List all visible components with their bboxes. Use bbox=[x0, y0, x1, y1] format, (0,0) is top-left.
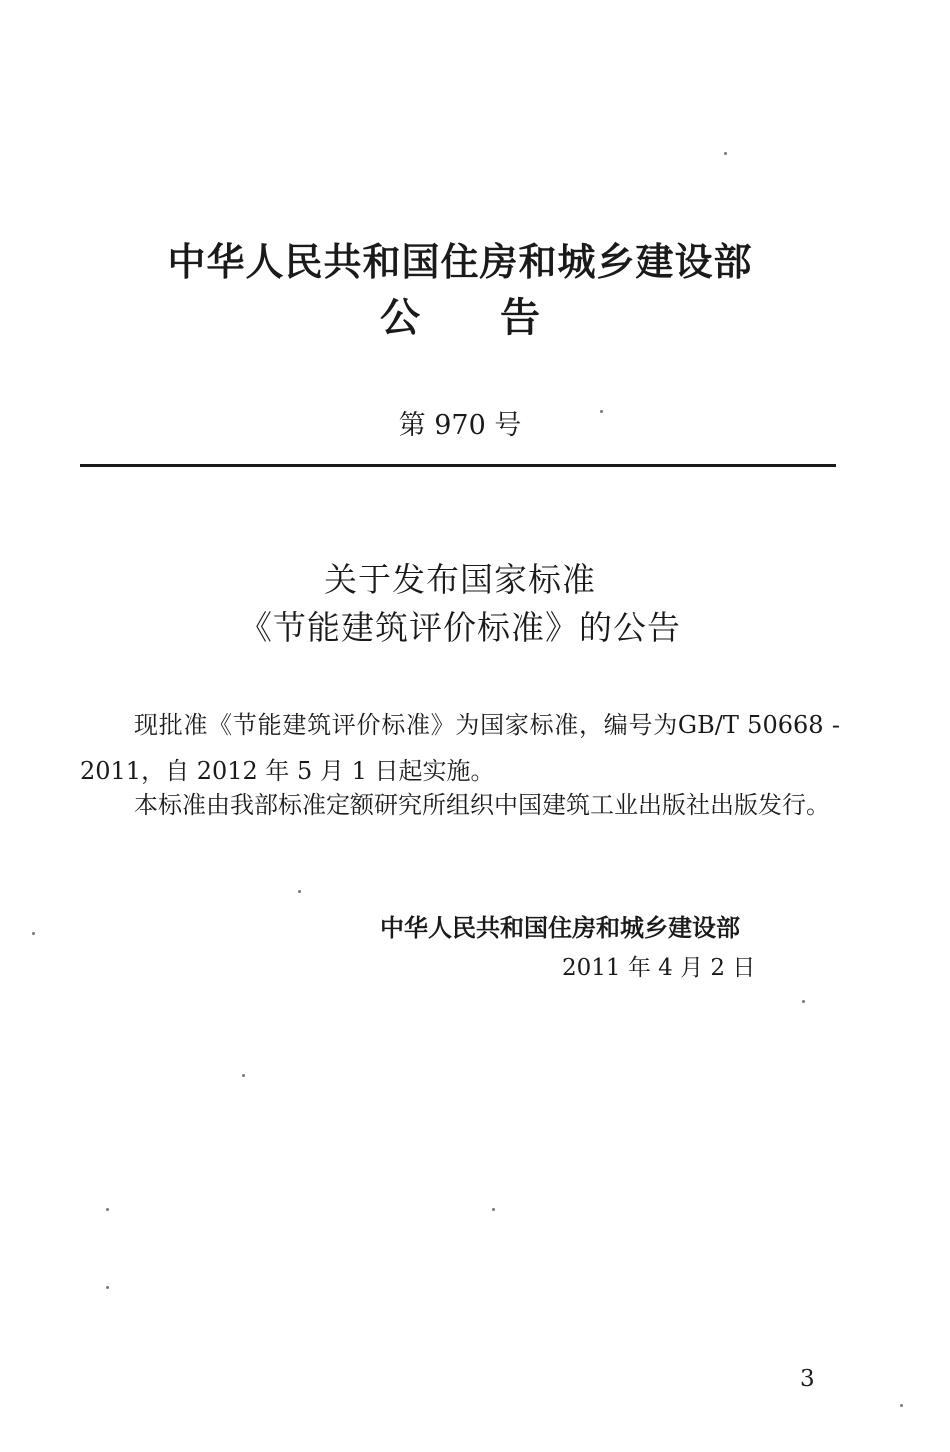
notice-number: 第 970 号 bbox=[398, 410, 522, 441]
scan-speck bbox=[298, 890, 301, 893]
scan-speck bbox=[242, 1074, 245, 1077]
subject-line-1: 关于发布国家标准 bbox=[324, 560, 596, 599]
scan-speck bbox=[106, 1286, 109, 1289]
paragraph-2-text: 本标准由我部标准定额研究所组织中国建筑工业出版社出版发行。 bbox=[134, 791, 830, 819]
notice-title: 公告 bbox=[380, 295, 620, 341]
subject-line-2: 《节能建筑评价标准》的公告 bbox=[239, 608, 681, 647]
signature-date: 2011 年 4 月 2 日 bbox=[562, 955, 756, 981]
page-number: 3 bbox=[800, 1366, 815, 1392]
issuer-title: 中华人民共和国住房和城乡建设部 bbox=[167, 240, 753, 284]
scan-speck bbox=[106, 1208, 109, 1211]
scan-speck bbox=[492, 1208, 495, 1211]
signature-organization: 中华人民共和国住房和城乡建设部 bbox=[380, 914, 740, 942]
body-paragraph-1 bbox=[80, 702, 840, 794]
scan-speck bbox=[600, 410, 603, 413]
scan-speck bbox=[32, 932, 35, 935]
scan-speck bbox=[900, 1404, 903, 1407]
paragraph-1-text: 现批准《节能建筑评价标准》为国家标准，编号为GB/T 50668 - 2011，自 2012 年 5 月 1 日起实施。 bbox=[80, 711, 840, 785]
header-divider bbox=[80, 464, 836, 467]
scan-speck bbox=[802, 1000, 805, 1003]
scan-speck bbox=[724, 152, 727, 155]
body-paragraph-2 bbox=[80, 782, 840, 828]
